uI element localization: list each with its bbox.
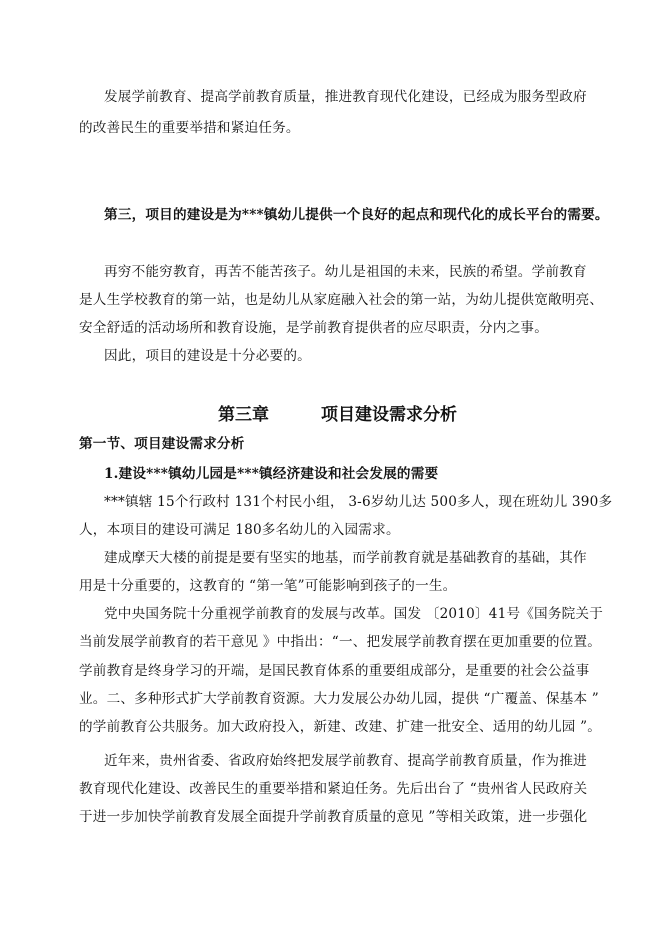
section-title: 第一节、项目建设需求分析 — [79, 436, 245, 452]
para4-line-1: 近年来，贵州省委、省政府始终把发展学前教育、提高学前教育质量，作为推进 — [104, 753, 587, 769]
para1-line-1: ***镇辖 15个行政村 131个村民小组， 3-6岁幼儿达 500多人，现在班幼儿 390多 — [104, 494, 613, 510]
para3-line-3: 学前教育是终身学习的开端，是国民教育体系的重要组成部分，是重要的社会公益事 — [79, 663, 590, 679]
chapter-heading — [218, 404, 457, 426]
para2-line-2: 用是十分重要的，这教育的 “第一笔”可能影响到孩子的一生。 — [79, 578, 457, 594]
para4-line-3: 于进一步加快学前教育发展全面提升学前教育质量的意见 ”等相关政策，进一步强化 — [79, 809, 588, 825]
para3-line-5: 的学前教育公共服务。加大政府投入，新建、改建、扩建一批安全、适用的幼儿园 ”。 — [79, 719, 602, 735]
para3-line-2: 当前发展学前教育的若干意见 》中指出：“一、把发展学前教育摆在更加重要的位置。 — [79, 634, 602, 650]
third-point-line-3: 安全舒适的活动场所和教育设施，是学前教育提供者的应尽职责，分内之事。 — [79, 320, 548, 336]
third-point-conclusion: 因此，项目的建设是十分必要的。 — [104, 348, 311, 364]
intro-line-2: 的改善民生的重要举措和紧迫任务。 — [79, 120, 300, 136]
para1-line-2: 人，本项目的建设可满足 180多名幼儿的入园需求。 — [79, 522, 400, 538]
third-point-line-2: 是人生学校教育的第一站，也是幼儿从家庭融入社会的第一站，为幼儿提供宽敞明亮、 — [79, 292, 604, 308]
para2-line-1: 建成摩天大楼的前提是要有坚实的地基，而学前教育就是基础教育的基础，其作 — [104, 550, 587, 566]
chapter-number: 第三章 — [218, 405, 269, 425]
third-point-heading: 第三，项目的建设是为***镇幼儿提供一个良好的起点和现代化的成长平台的需要。 — [104, 207, 609, 223]
subsection-title: 1.建设***镇幼儿园是***镇经济建设和社会发展的需要 — [104, 466, 439, 482]
chapter-title: 项目建设需求分析 — [321, 405, 457, 425]
intro-line-1: 发展学前教育、提高学前教育质量，推进教育现代化建设，已经成为服务型政府 — [104, 89, 587, 105]
para3-line-4: 业。二、多种形式扩大学前教育资源。大力发展公办幼儿园，提供 “广覆盖、保基本 ” — [79, 691, 599, 707]
para4-line-2: 教育现代化建设、改善民生的重要举措和紧迫任务。先后出台了 “贵州省人民政府关 — [79, 781, 588, 797]
para3-line-1: 党中央国务院十分重视学前教育的发展与改革。国发 〔2010〕41号《国务院关于 — [104, 606, 604, 622]
third-point-line-1: 再穷不能穷教育，再苦不能苦孩子。幼儿是祖国的未来，民族的希望。学前教育 — [104, 264, 587, 280]
